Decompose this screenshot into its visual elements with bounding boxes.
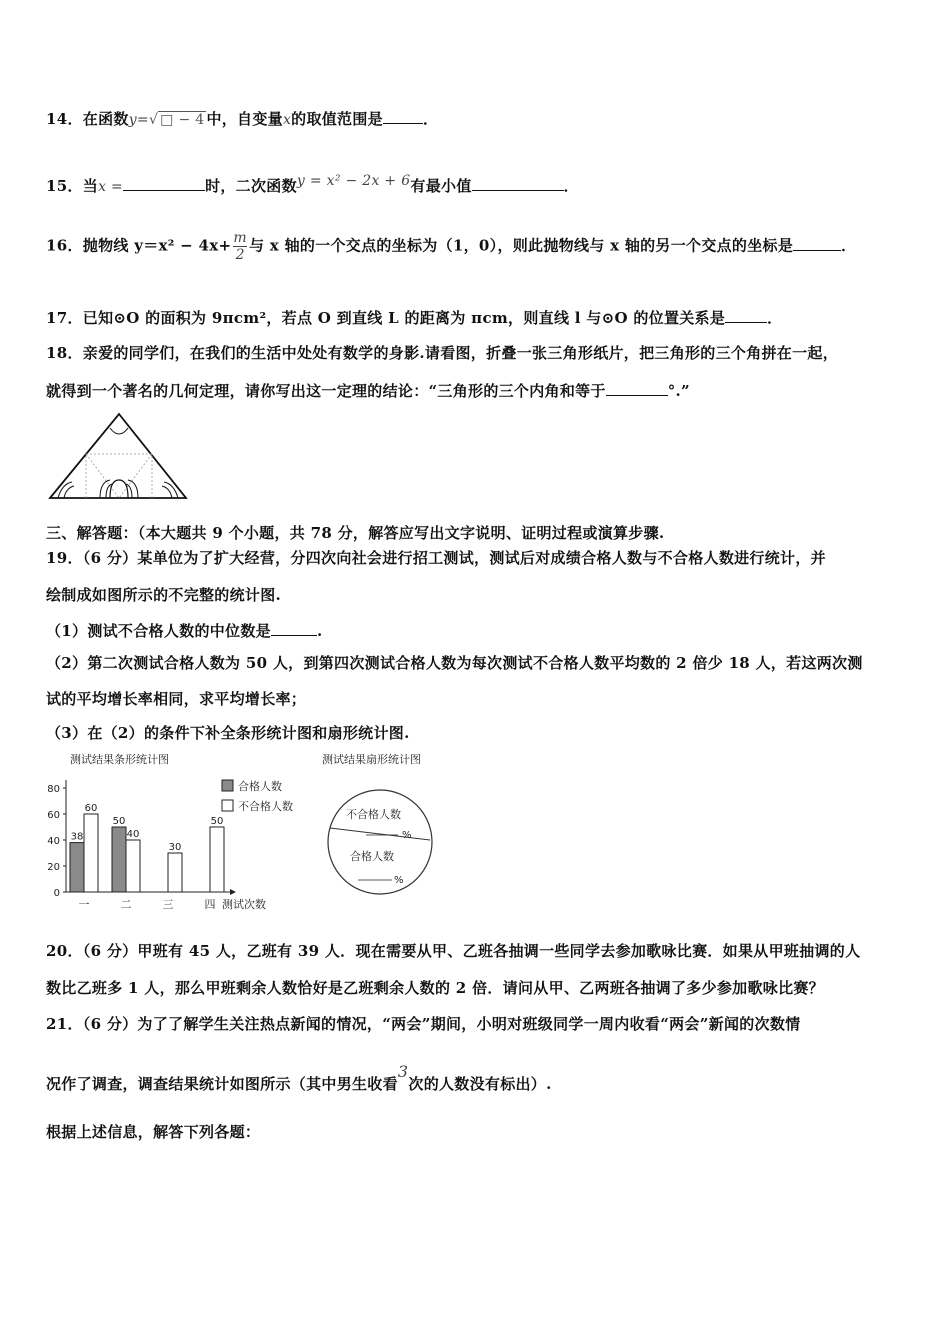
legend-label: 合格人数 xyxy=(238,780,282,793)
question-text: 时，二次函数 xyxy=(205,177,297,195)
x-tick-label: 二 xyxy=(120,898,132,911)
legend-label: 不合格人数 xyxy=(238,800,293,813)
bar xyxy=(70,843,84,892)
punctuation: °.” xyxy=(667,382,690,400)
section-3-header: 三、解答题：（本大题共 9 个小题，共 78 分，解答应写出文字说明、证明过程或演算步骤. xyxy=(46,524,665,542)
punctuation: ． xyxy=(422,110,439,128)
question-text: 的取值范围是 xyxy=(291,110,383,128)
bar-value-label: 40 xyxy=(126,829,140,840)
answer-blank xyxy=(383,111,423,124)
pie-label-unqualified: 不合格人数 xyxy=(346,808,401,821)
question-text: 中，自变量 xyxy=(206,110,283,128)
question-text: 亲爱的同学们，在我们的生活中处处有数学的身影.请看图，折叠一张三角形纸片，把三角形的三个角拼在一起， xyxy=(82,344,839,362)
pie-chart xyxy=(318,748,458,904)
y-tick-label: 0 xyxy=(53,888,60,899)
question-19-line-2: 绘制成如图所示的不完整的统计图. xyxy=(46,586,282,604)
punctuation: ． xyxy=(767,309,783,327)
punctuation: ． xyxy=(841,236,857,255)
answer-blank xyxy=(725,310,767,323)
question-text: 抛物线 y＝x² − 4x+ xyxy=(82,236,232,255)
punctuation: . xyxy=(316,622,323,640)
question-text: 有最小值 xyxy=(410,177,472,195)
question-14 xyxy=(46,108,438,129)
question-text: 次的人数没有标出）. xyxy=(408,1075,552,1093)
bar-value-label: 38 xyxy=(70,831,84,843)
question-21-line-2 xyxy=(46,1062,552,1094)
chart-legend xyxy=(222,779,293,813)
bar xyxy=(112,827,126,892)
question-21-line-1: 21．（6 分）为了了解学生关注热点新闻的情况，“两会”期间，小明对班级同学一周内收看“两会”新闻的次数情 xyxy=(46,1015,801,1033)
question-text: 就得到一个著名的几何定理，请你写出这一定理的结论：“三角形的三个内角和等于 xyxy=(46,382,606,400)
legend-swatch xyxy=(222,780,233,791)
bar xyxy=(84,814,98,892)
bar-chart xyxy=(40,748,310,912)
question-text: 当 xyxy=(82,177,99,195)
answer-blank xyxy=(123,178,205,191)
bar-value-label: 50 xyxy=(112,816,126,827)
bar-value-label: 50 xyxy=(210,816,224,827)
question-19-line-1: 19．（6 分）某单位为了扩大经营，分四次向社会进行招工测试，测试后对成绩合格人数与不合格人数进行统计，并 xyxy=(46,549,826,567)
question-19-sub-3: （3）在（2）的条件下补全条形统计图和扇形统计图. xyxy=(46,724,410,742)
bar-value-label: 60 xyxy=(84,803,98,814)
question-19-sub-2-line-1: （2）第二次测试合格人数为 50 人，到第四次测试合格人数为每次测试不合格人数平均数的 2 倍少 18 人，若这两次测 xyxy=(46,654,863,672)
x-axis-label: 测试次数 xyxy=(222,898,266,911)
pie-percent-2: % xyxy=(394,875,404,886)
pie-title: 测试结果扇形统计图 xyxy=(322,753,421,766)
bar xyxy=(210,827,224,892)
question-text: 况作了调查，调查结果统计如图所示（其中男生收看 xyxy=(46,1075,398,1093)
question-text: （1）测试不合格人数的中位数是 xyxy=(46,622,271,640)
math-number: 3 xyxy=(397,1062,409,1081)
question-18-line-1 xyxy=(46,342,838,363)
sqrt-expression: √ □ − 4 xyxy=(148,112,205,128)
variable: x xyxy=(282,112,292,128)
question-15 xyxy=(46,175,579,196)
folded-triangle-figure xyxy=(48,410,190,502)
pie-label-qualified: 合格人数 xyxy=(350,850,394,863)
y-tick-label: 40 xyxy=(47,836,60,847)
fraction xyxy=(233,230,247,263)
x-axis-arrow xyxy=(230,889,236,895)
angle-arc-top xyxy=(110,428,128,434)
question-16 xyxy=(46,230,856,263)
pie-percent-1: % xyxy=(402,830,412,841)
punctuation: ． xyxy=(563,177,579,195)
legend-swatch xyxy=(222,800,233,811)
answer-blank xyxy=(271,623,317,636)
answer-blank xyxy=(472,178,564,191)
question-17 xyxy=(46,307,782,328)
question-text: 在函数 xyxy=(82,110,129,128)
bar-value-label: 30 xyxy=(168,842,182,853)
y-tick-label: 60 xyxy=(47,810,60,821)
question-number: 17． xyxy=(46,309,83,327)
y-tick-label: 20 xyxy=(47,862,60,873)
pie-circle xyxy=(328,790,432,894)
y-tick-label: 80 xyxy=(47,784,60,795)
math-expression: y = x² − 2x + 6 xyxy=(296,173,411,189)
bar xyxy=(126,840,140,892)
question-18-line-2 xyxy=(46,380,690,401)
question-20-line-1: 20．（6 分）甲班有 45 人，乙班有 39 人．现在需要从甲、乙班各抽调一些同学去参加歌咏比赛．如果从甲班抽调的人 xyxy=(46,942,861,960)
question-21-line-3: 根据上述信息，解答下列各题： xyxy=(46,1123,261,1141)
question-number: 16． xyxy=(46,236,83,255)
answer-blank xyxy=(793,238,841,251)
angle-arcs-bottom xyxy=(100,480,138,498)
question-number: 15． xyxy=(46,177,83,195)
x-tick-label: 四 xyxy=(204,898,216,911)
question-20-line-2: 数比乙班多 1 人，那么甲班剩余人数恰好是乙班剩余人数的 2 倍．请问从甲、乙两班各抽调了多少参加歌咏比赛？ xyxy=(46,979,824,997)
x-tick-label: 三 xyxy=(162,898,174,911)
x-tick-label: 一 xyxy=(78,898,90,911)
sqrt-radicand: □ − 4 xyxy=(160,112,205,128)
question-number: 14． xyxy=(46,110,83,128)
question-19-sub-1 xyxy=(46,620,322,641)
question-19-sub-2-line-2: 试的平均增长率相同，求平均增长率； xyxy=(46,690,307,708)
pie-divider xyxy=(330,828,430,840)
question-text: 已知⊙O 的面积为 9πcm²，若点 O 到直线 L 的距离为 πcm，则直线 l 与⊙O 的位置关系是 xyxy=(82,309,726,327)
triangle-outline xyxy=(50,414,186,498)
chart-title: 测试结果条形统计图 xyxy=(70,753,169,766)
math-expression: y= xyxy=(128,112,149,128)
fraction-denominator: 2 xyxy=(233,246,247,263)
fold-lines xyxy=(86,454,152,498)
bar xyxy=(168,853,182,892)
fraction-numerator: m xyxy=(233,230,247,246)
question-number: 18． xyxy=(46,344,83,362)
fold-line xyxy=(119,454,152,498)
fold-line xyxy=(86,454,119,498)
answer-blank xyxy=(606,383,668,396)
question-text: 与 x 轴的一个交点的坐标为（1，0），则此抛物线与 x 轴的另一个交点的坐标是 xyxy=(248,236,794,255)
chart-bars xyxy=(70,803,224,911)
math-expression: x = xyxy=(98,179,124,195)
